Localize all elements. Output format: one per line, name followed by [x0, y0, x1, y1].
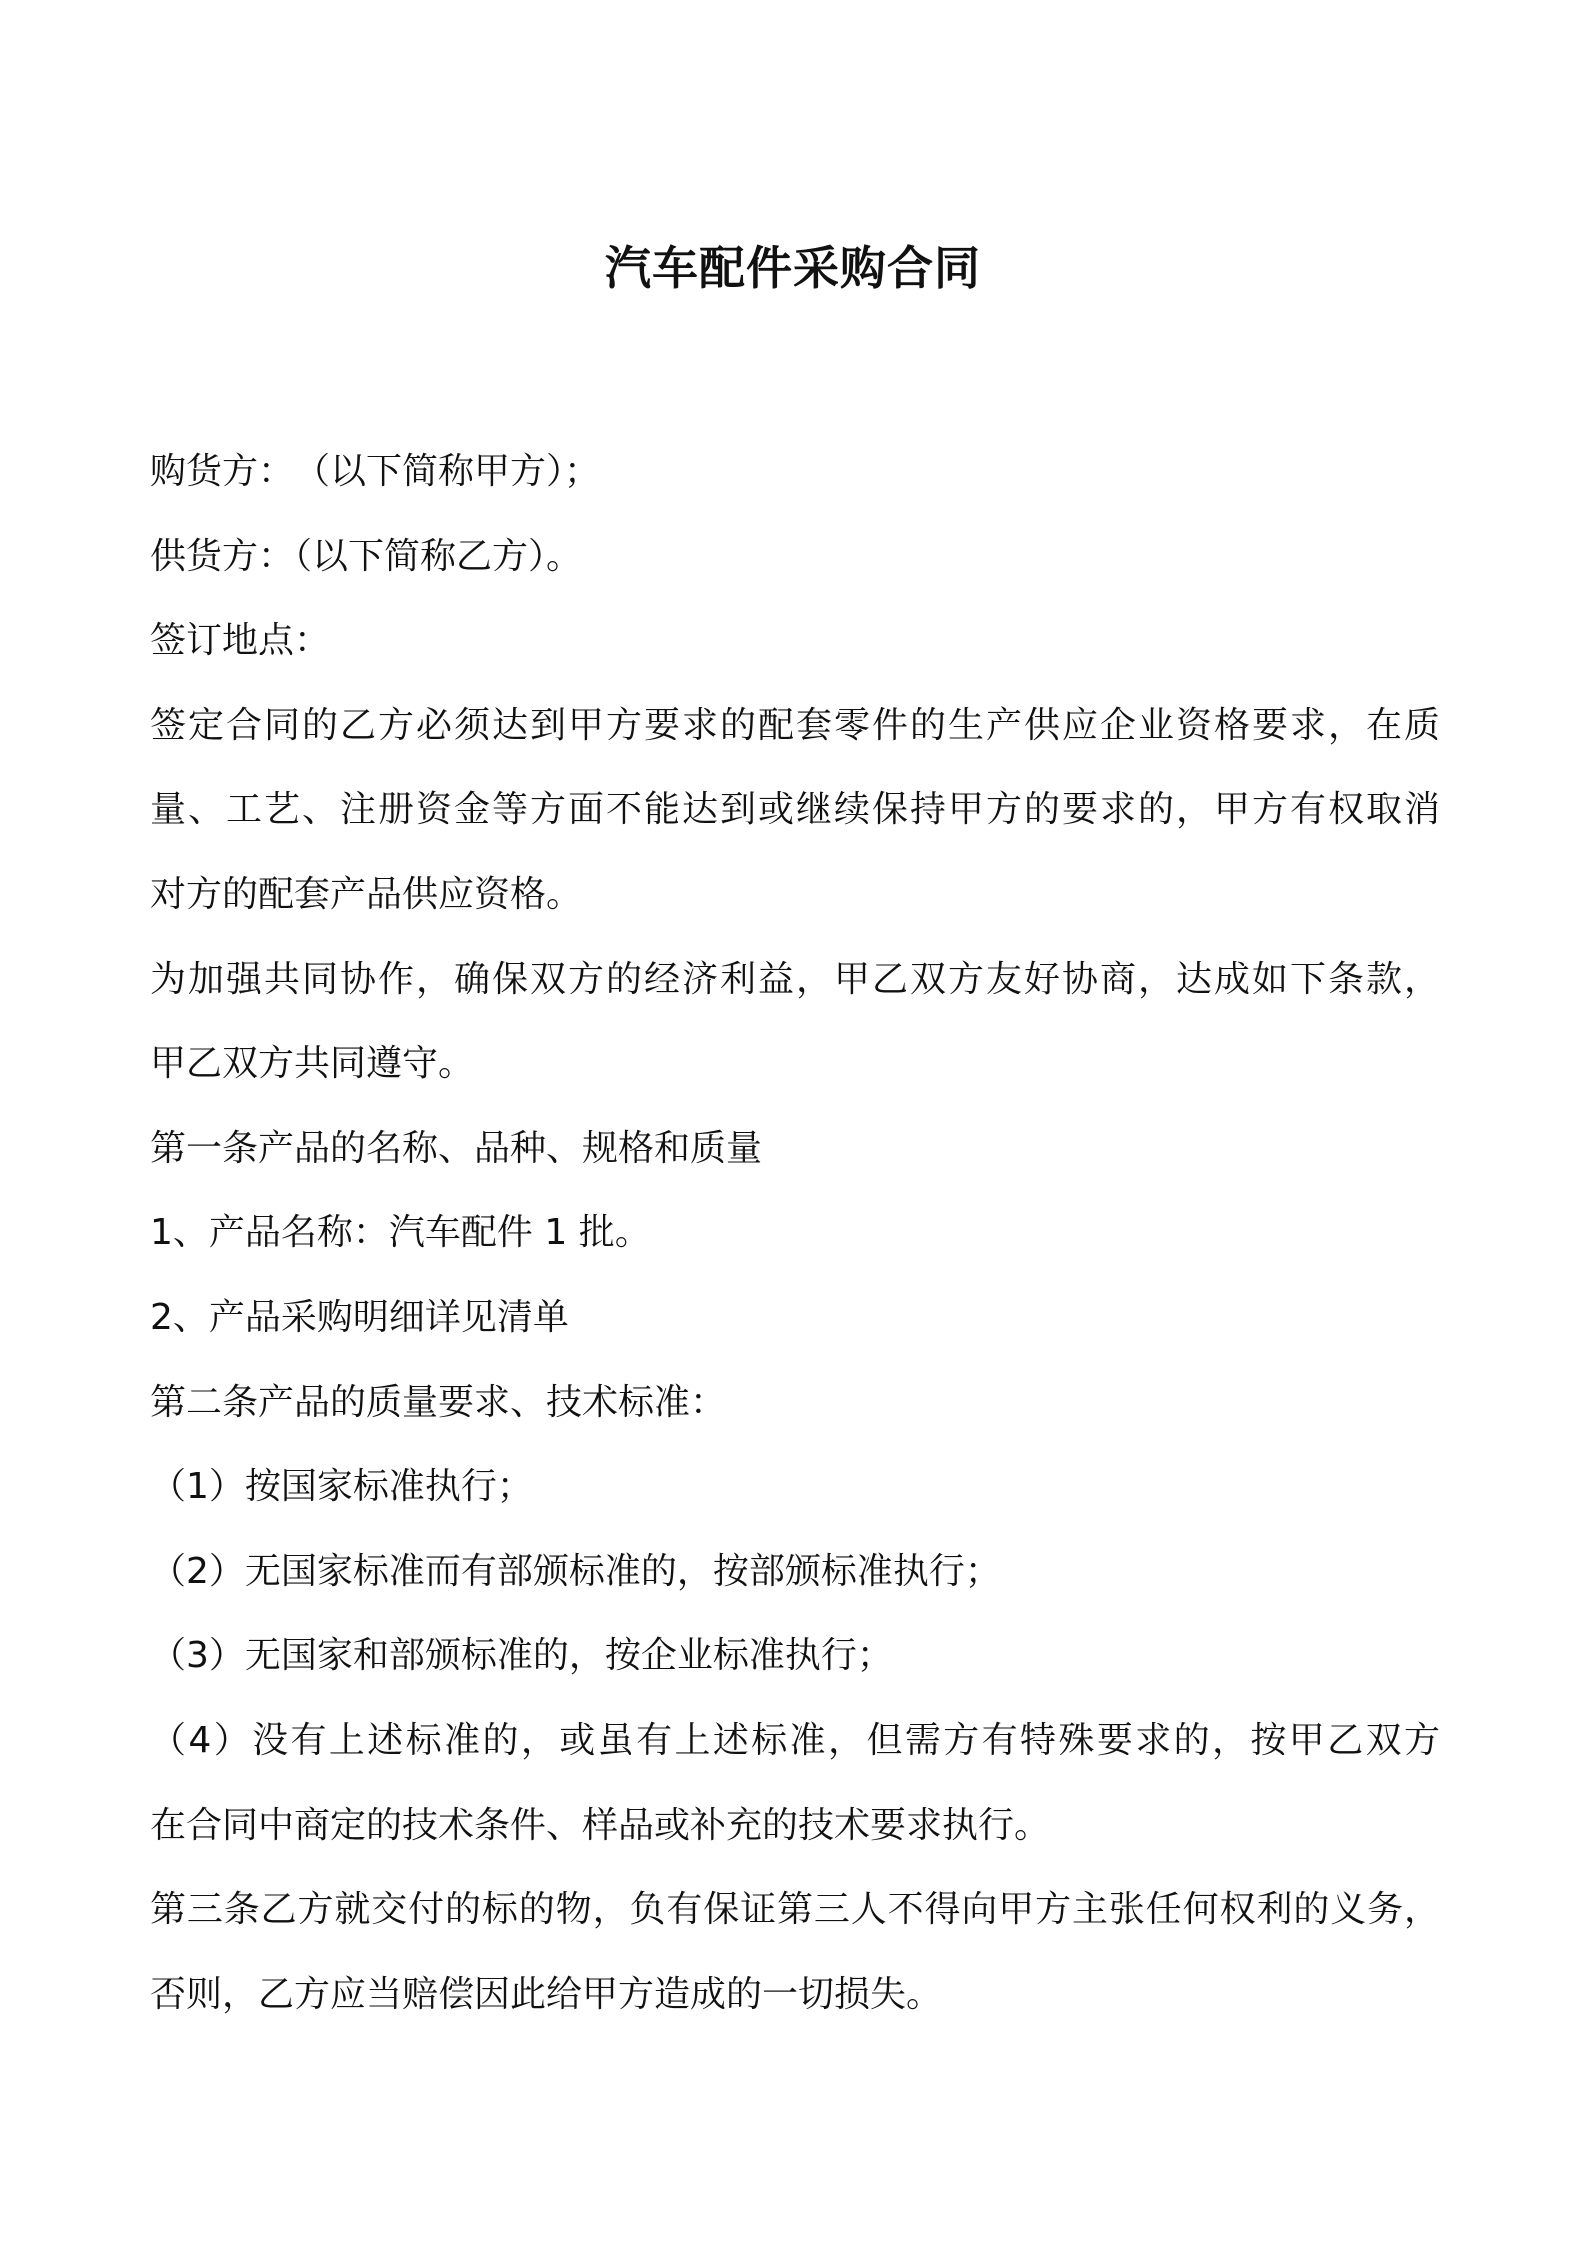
signing-place-line: 签订地点： [150, 620, 331, 662]
supplier-line: 供货方：（以下简称乙方）。 [150, 535, 583, 577]
list-item: （4）没有上述标准的，或虽有上述标准，但需方有特殊要求的，按甲乙双方 [150, 1719, 1440, 1761]
paragraph-line: 对方的配套产品供应资格。 [150, 873, 583, 915]
paragraph-line: 在合同中商定的技术条件、样品或补充的技术要求执行。 [150, 1804, 1051, 1846]
paragraph-line: 量、工艺、注册资金等方面不能达到或继续保持甲方的要求的，甲方有权取消 [150, 789, 1440, 831]
document-title: 汽车配件采购合同 [605, 241, 981, 295]
list-item: 2、产品采购明细详见清单 [150, 1296, 569, 1338]
article-heading: 第二条产品的质量要求、技术标准： [150, 1381, 727, 1423]
paragraph-line: 签定合同的乙方必须达到甲方要求的配套零件的生产供应企业资格要求，在质 [150, 704, 1440, 746]
list-item: （1）按国家标准执行； [150, 1466, 533, 1508]
buyer-line: 购货方： （以下简称甲方）； [150, 451, 601, 492]
paragraph-line: 甲乙双方共同遵守。 [150, 1043, 475, 1085]
paragraph-line: 否则，乙方应当赔偿因此给甲方造成的一切损失。 [150, 1973, 943, 2015]
document-body [150, 430, 1440, 2037]
article-heading: 第三条乙方就交付的标的物，负有保证第三人不得向甲方主张任何权利的义务， [150, 1889, 1440, 1931]
list-item: （3）无国家和部颁标准的，按企业标准执行； [150, 1635, 893, 1677]
paragraph-line: 为加强共同协作，确保双方的经济利益，甲乙双方友好协商，达成如下条款， [150, 958, 1440, 1000]
list-item: （2）无国家标准而有部颁标准的，按部颁标准执行； [150, 1550, 1001, 1592]
article-heading: 第一条产品的名称、品种、规格和质量 [150, 1127, 763, 1169]
list-item: 1、产品名称：汽车配件 1 批。 [150, 1212, 651, 1254]
